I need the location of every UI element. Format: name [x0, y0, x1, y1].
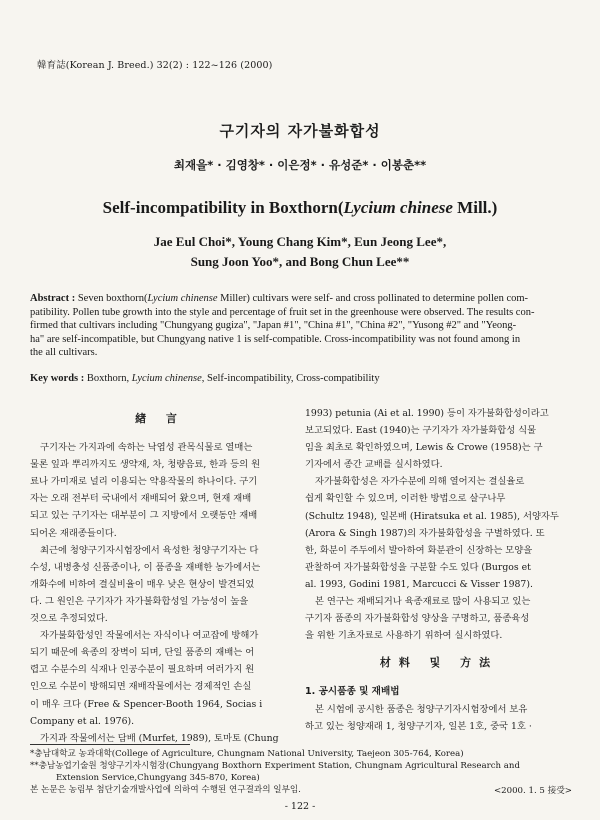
body-text-line: (Arora & Singh 1987)의 자가불화합성을 구별하였다. 또 [305, 527, 545, 539]
body-text-line: 것으로 추정되었다. [30, 613, 108, 625]
body-text-line: 한, 화분이 주두에서 발아하여 화분관이 신장하는 모양을 [305, 544, 533, 556]
body-text-line: 자가불화합성인 작물에서는 자식이나 여교잡에 방해가 [40, 630, 259, 642]
body-text-line: 이 매우 크다 (Free & Spencer-Booth 1964, Socias i [30, 698, 263, 710]
footnote-line: 본 논문은 농림부 첨단기술개발사업에 의하여 수행된 연구결과의 일부임. [30, 785, 301, 795]
body-text-line: 쉽게 확인할 수 있으며, 이러한 방법으로 살구나무 [305, 493, 506, 505]
body-text-line: 을 위한 기초자료로 사용하기 위하여 실시하였다. [305, 630, 503, 642]
english-title [0, 198, 600, 218]
body-text-line: 되기 때문에 육종의 장벽이 되며, 단일 품종의 재배는 어 [30, 647, 255, 659]
body-text-line: 되어온 재래종들이다. [30, 527, 117, 539]
english-title-prefix: Self-incompatibility in Boxthorn( [102, 198, 344, 217]
footnote-divider [30, 744, 190, 745]
english-authors [60, 232, 540, 272]
body-text-line: 수성, 내병충성 신품종이나, 이 품종을 재배한 농가에서는 [30, 561, 261, 573]
body-text-line: 물론 잎과 뿌리까지도 생약재, 차, 청량음료, 한과 등의 원 [30, 459, 261, 471]
english-authors-line: Sung Joon Yoo*, and Bong Chun Lee** [190, 254, 410, 269]
abstract-line: the all cultivars. [30, 347, 98, 359]
keywords [30, 373, 570, 384]
body-text-line: 본 시험에 공시한 품종은 청양구기자시험장에서 보유 [315, 703, 528, 715]
body-text-line: 자는 오래 전부터 국내에서 재배되어 왔으며, 현재 재배 [30, 493, 252, 505]
body-text-line: 개화수에 비하여 결실비율이 매우 낮은 현상이 발견되었 [30, 578, 255, 590]
body-text-line: 1993) petunia (Ai et al. 1990) 등이 자가불화합성이라고 [305, 408, 549, 419]
footnote-line: Extension Service,Chungyang 345-870, Korea) [56, 773, 260, 783]
body-text-line: (Schultz 1948), 일본배 (Hiratsuka et al. 1985), 서양자두 [305, 510, 559, 522]
korean-authors: 최재을* · 김영창* · 이은정* · 유성준* · 이봉춘** [173, 158, 427, 172]
body-text-line: 관찰하여 자가불화합성을 구분할 수도 있다 (Burgos et [305, 561, 531, 573]
abstract-line: patibility. Pollen tube growth into the style and percentage of fruit set in the greenhouse were observed. The results con- [30, 306, 535, 318]
korean-title: 구기자의 자가불화합성 [219, 122, 381, 140]
left-column-body [30, 439, 290, 747]
body-text-line: 가지과 작물에서는 담배 (Murfet, 1989), 토마토 (Chung [40, 732, 279, 744]
body-text-line: 자가불화합성은 자가수분에 의해 열어지는 결실율로 [315, 476, 525, 488]
body-text-line: 구기자 품종의 자가불화합성 양상을 구명하고, 품종육성 [305, 613, 530, 625]
body-text-line: 다. 그 원인은 구기자가 자가불화합성일 가능성이 높을 [30, 595, 249, 607]
subsection-heading: 1. 공시품종 및 재배법 [305, 686, 400, 698]
body-text-line: 임을 최초로 확인하였으며, Lewis & Crowe (1958)는 구 [305, 442, 543, 454]
right-column [305, 405, 573, 735]
keywords-text: Boxthorn, Lycium chinense, Self-incompatibility, Cross-compatibility [84, 373, 380, 384]
journal-reference: 韓育誌(Korean J. Breed.) 32(2) : 122~126 (2000) [37, 60, 273, 71]
body-text-line: 최근에 청양구기자시험장에서 육성한 청양구기자는 다 [40, 544, 259, 556]
body-text-line: 료나 가미재로 널리 이용되는 약용작물의 하나이다. 구기 [30, 476, 258, 488]
body-text-line: 렵고 수분수의 식재나 인공수분이 필요하며 여러가지 원 [30, 664, 255, 676]
body-text-line: al. 1993, Godini 1981, Marcucci & Visser 1987). [305, 578, 533, 590]
footnote-line: *충남대학교 농과대학(College of Agriculture, Chungnam National University, Taejeon 305-764, Korea) [30, 749, 464, 759]
body-text-line: 하고 있는 청양재래 1, 청양구기자, 일본 1호, 중국 1호 · [305, 720, 532, 732]
body-text-line: 인으로 수분이 방해되면 재배작물에서는 경제적인 손실 [30, 681, 252, 693]
left-column [30, 410, 290, 747]
body-text-line: 기자에서 종간 교배를 실시하였다. [305, 459, 443, 471]
english-title-suffix: Mill.) [452, 198, 498, 217]
body-text-line: 구기자는 가지과에 속하는 낙엽성 관목식물로 열매는 [40, 442, 253, 454]
footnote-line: **충남농업기술원 청양구기자시험장(Chungyang Boxthorn Experiment Station, Chungnam Agricultural Research and [30, 761, 520, 771]
right-column-body [305, 405, 573, 644]
body-text-line: Company et al. 1976). [30, 715, 135, 727]
abstract [30, 292, 570, 360]
received-date: <2000. 1. 5 接受> [493, 786, 572, 796]
body-text-line: 보고되었다. East (1940)는 구기자가 자가불화합성 식물 [305, 425, 537, 437]
methods-heading: 材料 및 方法 [379, 656, 499, 670]
body-text-line: 본 연구는 재배되거나 육종재료로 많이 사용되고 있는 [315, 596, 531, 608]
abstract-label: Abstract : [30, 293, 76, 304]
keywords-label: Key words : [30, 373, 85, 384]
body-text-line: 되고 있는 구기자는 대부분이 그 지방에서 오랫동안 재배 [30, 510, 258, 522]
english-authors-line: Jae Eul Choi*, Young Chang Kim*, Eun Jeong Lee*, [153, 234, 447, 249]
page-number: - 122 - [284, 801, 316, 812]
abstract-line: ha" are self-incompatible, but Chungyang native 1 is self-compatible. Cross-incompatibility was not found among in [30, 333, 521, 345]
introduction-heading: 緖 言 [135, 412, 185, 425]
right-column-body-methods [305, 701, 573, 735]
english-title-species: Lycium chinese [343, 198, 453, 217]
abstract-line: Seven boxthorn(Lycium chinense Miller) cultivars were self- and cross pollinated to determine pollen com- [75, 293, 529, 304]
abstract-line: firmed that cultivars including "Chungyang gugiza", "Japan #1", "China #1", "China #2", "Yusong #2" and "Yeong- [30, 320, 517, 332]
